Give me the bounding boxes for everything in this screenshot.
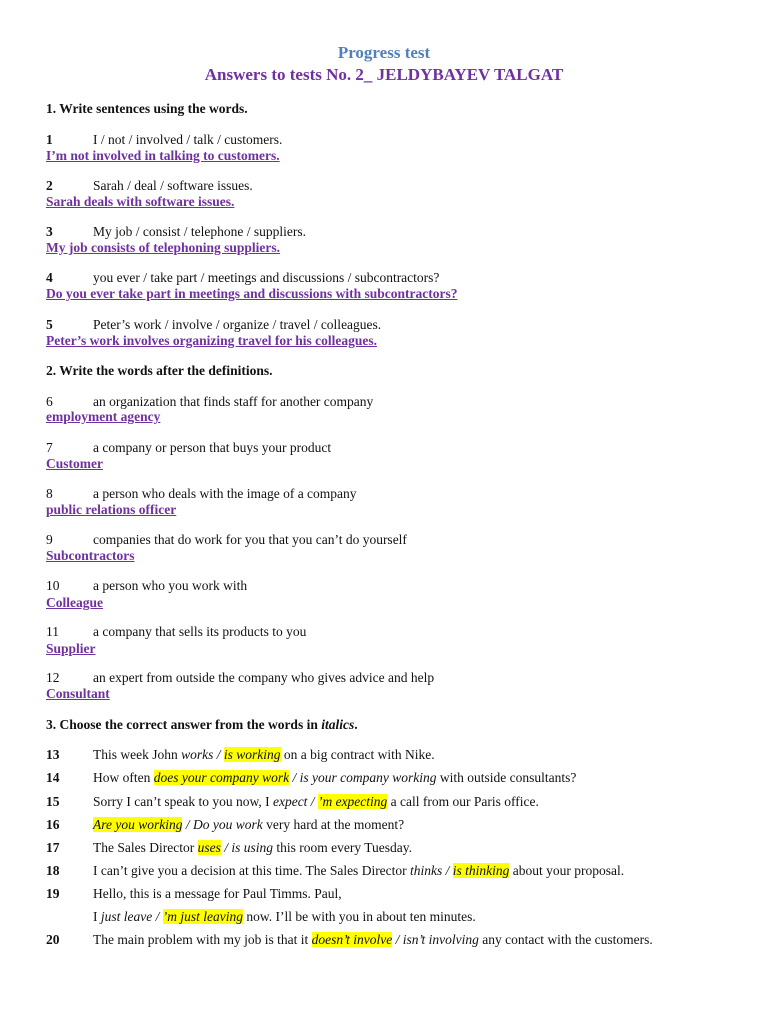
question-sentence-continued: I just leave / ’m just leaving now. I’ll be with you in about ten minutes. — [93, 909, 476, 924]
page-subtitle: Answers to tests No. 2_ JELDYBAYEV TALGAT — [204, 65, 564, 84]
definition: a company or person that buys your product — [93, 440, 332, 455]
question-sentence: Are you working / Do you work very hard at the moment? — [93, 817, 405, 832]
section1-heading: 1. Write sentences using the words. — [46, 101, 248, 116]
answer: My job consists of telephoning suppliers. — [46, 240, 281, 255]
question-sentence: I can’t give you a decision at this time. The Sales Director thinks / is thinking about your proposal. — [93, 863, 625, 878]
page-title: Progress test — [337, 43, 431, 62]
question-number: 5 — [46, 317, 53, 332]
definition: a person who you work with — [93, 578, 248, 593]
question-number: 20 — [46, 932, 60, 947]
highlighted-answer: Are you working — [93, 817, 183, 832]
answer: Consultant — [46, 686, 110, 701]
answer: Peter’s work involves organizing travel for his colleagues. — [46, 333, 377, 348]
answer: Subcontractors — [46, 548, 135, 563]
section3-heading: 3. Choose the correct answer from the words in italics. — [46, 717, 358, 732]
answer: Supplier — [46, 641, 96, 656]
answer: I’m not involved in talking to customers. — [46, 148, 280, 163]
question-sentence: The main problem with my job is that it doesn’t involve / isn’t involving any contact with the customers. — [93, 932, 653, 947]
question-prompt: My job / consist / telephone / suppliers. — [93, 224, 306, 239]
question-number: 17 — [46, 840, 60, 855]
question-number: 1 — [46, 132, 53, 147]
answer: Colleague — [46, 595, 103, 610]
question-number: 2 — [46, 178, 53, 193]
question-number: 3 — [46, 224, 53, 239]
question-number: 18 — [46, 863, 60, 878]
answer: Customer — [46, 456, 103, 471]
question-sentence: How often does your company work / is your company working with outside consultants? — [93, 770, 577, 785]
definition: a company that sells its products to you — [93, 624, 307, 639]
question-number: 12 — [46, 670, 60, 685]
definition: an organization that finds staff for another company — [93, 394, 374, 409]
question-number: 9 — [46, 532, 53, 547]
question-prompt: you ever / take part / meetings and discussions / subcontractors? — [93, 270, 440, 285]
question-number: 13 — [46, 747, 60, 762]
question-number: 16 — [46, 817, 60, 832]
question-number: 11 — [46, 624, 59, 639]
question-prompt: I / not / involved / talk / customers. — [93, 132, 283, 147]
question-number: 7 — [46, 440, 53, 455]
answer: public relations officer — [46, 502, 177, 517]
question-number: 8 — [46, 486, 53, 501]
highlighted-answer: is thinking — [452, 863, 510, 878]
definition: an expert from outside the company who gives advice and help — [93, 670, 435, 685]
question-prompt: Peter’s work / involve / organize / travel / colleagues. — [93, 317, 382, 332]
definition: a person who deals with the image of a company — [93, 486, 357, 501]
highlighted-answer: does your company work — [153, 770, 290, 785]
highlighted-answer: is working — [223, 747, 281, 762]
question-number: 10 — [46, 578, 60, 593]
section2-heading: 2. Write the words after the definitions. — [46, 363, 273, 378]
highlighted-answer: ’m just leaving — [162, 909, 243, 924]
highlighted-answer: doesn’t involve — [311, 932, 393, 947]
definition: companies that do work for you that you can’t do yourself — [93, 532, 407, 547]
question-number: 6 — [46, 394, 53, 409]
question-sentence: This week John works / is working on a big contract with Nike. — [93, 747, 435, 762]
question-sentence: Sorry I can’t speak to you now, I expect / ’m expecting a call from our Paris office. — [93, 794, 539, 809]
answer: Sarah deals with software issues. — [46, 194, 235, 209]
answer: employment agency — [46, 409, 161, 424]
question-sentence: The Sales Director uses / is using this room every Tuesday. — [93, 840, 412, 855]
question-number: 19 — [46, 886, 60, 901]
highlighted-answer: uses — [197, 840, 221, 855]
highlighted-answer: ’m expecting — [317, 794, 388, 809]
question-sentence: Hello, this is a message for Paul Timms. Paul, — [93, 886, 342, 901]
question-number: 4 — [46, 270, 53, 285]
question-prompt: Sarah / deal / software issues. — [93, 178, 253, 193]
answer: Do you ever take part in meetings and discussions with subcontractors? — [46, 286, 458, 301]
question-number: 15 — [46, 794, 60, 809]
question-number: 14 — [46, 770, 60, 785]
